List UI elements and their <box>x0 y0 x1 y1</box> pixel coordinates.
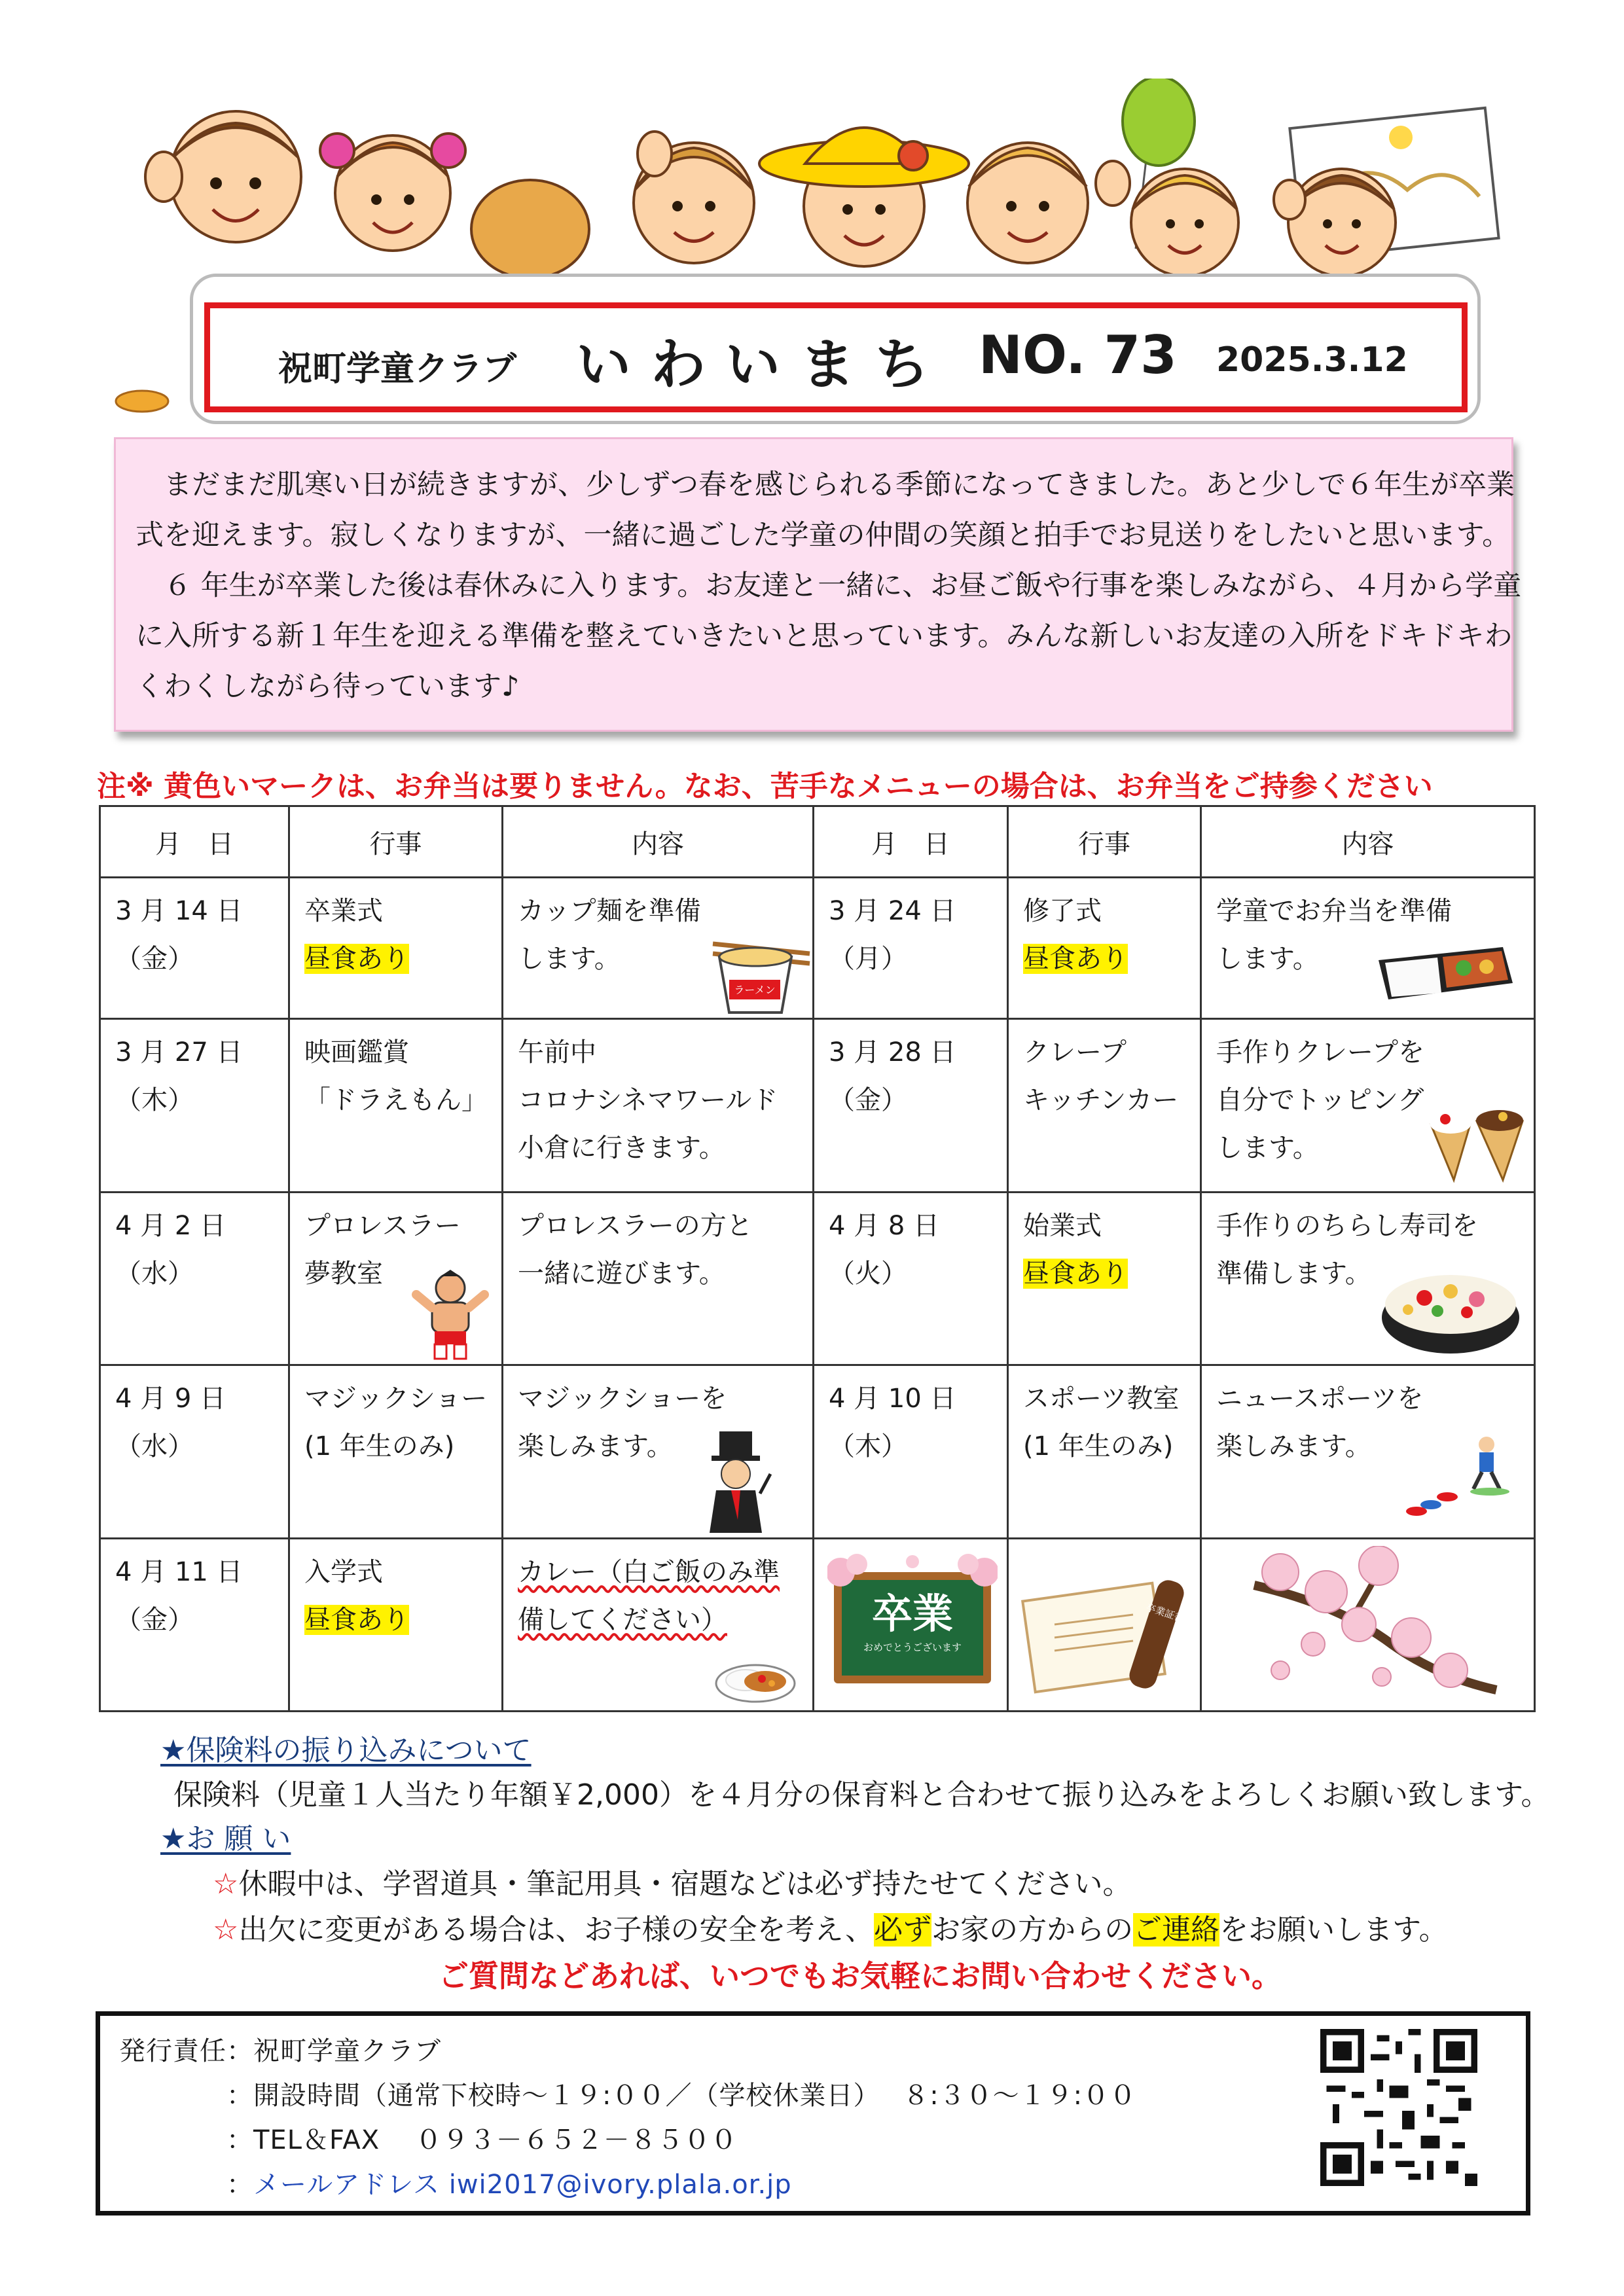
table-row <box>100 1192 1535 1365</box>
content-line: 学童でお弁当を準備 <box>1216 896 1452 927</box>
content-line: 手作りのちらし寿司を <box>1216 1210 1478 1241</box>
content-line: 一緒に遊びます。 <box>518 1258 725 1289</box>
event-detail: 夢教室 <box>304 1258 383 1289</box>
weekday: （水） <box>115 1258 194 1289</box>
content-line: マジックショーを <box>518 1384 727 1414</box>
event-cell <box>289 1192 503 1365</box>
date-cell <box>100 1019 289 1192</box>
content-line: 小倉に行きます。 <box>518 1133 725 1164</box>
requests-heading <box>160 1815 291 1857</box>
intro-line: くわくしながら待っています♪ <box>135 670 520 703</box>
content-cell <box>1201 1365 1535 1538</box>
event-detail: 「ドラえもん」 <box>304 1085 488 1116</box>
date-cell <box>100 878 289 1019</box>
weekday: （水） <box>115 1431 194 1462</box>
content-cell <box>503 878 814 1019</box>
event-detail: (1 年生のみ) <box>304 1431 455 1462</box>
request-item <box>213 1906 1448 1948</box>
content-line: 手作りクレープを <box>1216 1037 1424 1068</box>
event: 修了式 <box>1023 896 1102 927</box>
table-row <box>100 878 1535 1019</box>
header-event: 行事 <box>1008 806 1201 878</box>
content-line: 自分でトッピング <box>1216 1085 1424 1116</box>
bento-box-icon <box>1372 934 1516 1006</box>
event: 映画鑑賞 <box>304 1037 409 1068</box>
header-content: 内容 <box>503 806 814 878</box>
intro-message <box>114 437 1522 732</box>
header-date: 月 日 <box>814 806 1008 878</box>
date: 4 月 10 日 <box>829 1384 956 1414</box>
event-cell <box>1008 1019 1201 1192</box>
date: 4 月 9 日 <box>115 1384 226 1414</box>
event-cell <box>1008 1192 1201 1365</box>
event-cell <box>289 1019 503 1192</box>
content-line: します。 <box>1216 944 1319 975</box>
header-date: 月 日 <box>100 806 289 878</box>
event-cell <box>1008 878 1201 1019</box>
content-line: 楽しみます。 <box>518 1431 673 1462</box>
request-text: お家の方からの <box>931 1913 1134 1946</box>
content-cell <box>1201 1019 1535 1192</box>
email-line <box>119 2164 792 2201</box>
cherry-blossom-icon <box>1241 1546 1503 1703</box>
leaf-icon <box>113 385 171 418</box>
content-line: コロナシネマワールド <box>518 1085 778 1116</box>
phone-line: ：TEL＆FAX ０９３－６５２－８５００ <box>119 2125 738 2155</box>
weekday: （金） <box>829 1085 907 1116</box>
insurance-heading-text: ★保険料の振り込みについて <box>160 1734 532 1767</box>
event: 入学式 <box>304 1556 383 1587</box>
event: クレープ <box>1023 1037 1127 1068</box>
newsletter-name: いわいまち <box>576 332 950 397</box>
insurance-heading <box>160 1727 532 1768</box>
content-cell <box>1201 878 1535 1019</box>
date: 3 月 27 日 <box>115 1037 243 1068</box>
curry-rice-icon <box>713 1647 798 1706</box>
table-row <box>100 1019 1535 1192</box>
date: 4 月 11 日 <box>115 1556 243 1587</box>
publisher-line: 発行責任：祝町学童クラブ <box>119 2036 441 2066</box>
graduation-chalkboard-cell <box>814 1538 1008 1711</box>
intro-line: まだまだ肌寒い日が続きますが、少しずつ春を感じられる季節になってきました。あと少しで６年生が卒業 <box>135 469 1515 501</box>
wrestler-icon <box>411 1268 490 1360</box>
event: スポーツ教室 <box>1023 1384 1180 1414</box>
weekday: （金） <box>115 1604 194 1635</box>
email-address[interactable]: メールアドレス iwi2017@ivory.plala.or.jp <box>253 2170 792 2200</box>
diploma-label: 卒業証書 <box>1144 1601 1186 1624</box>
table-row <box>100 1538 1535 1711</box>
children-banner-illustration <box>137 79 1506 295</box>
date: 4 月 8 日 <box>829 1210 940 1241</box>
lunch-provided-badge: 昼食あり <box>304 1604 409 1635</box>
club-name: 祝町学童クラブ <box>278 350 517 389</box>
date: 3 月 14 日 <box>115 896 243 927</box>
hours-line: ：開設時間（通常下校時～１９:００／（学校休業日） ８:３０～１９:００ <box>119 2081 1137 2111</box>
content-line: します。 <box>1216 1133 1319 1164</box>
chirashi-sushi-icon <box>1379 1259 1523 1357</box>
date-cell <box>814 1192 1008 1365</box>
issue-number: NO. 73 <box>979 325 1177 386</box>
content-cell <box>503 1192 814 1365</box>
lunch-provided-badge: 昼食あり <box>304 944 409 975</box>
content-line: 楽しみます。 <box>1216 1431 1371 1462</box>
date: 4 月 2 日 <box>115 1210 226 1241</box>
email-prefix: ： <box>119 2170 253 2200</box>
request-text: 休暇中は、学習道具・筆記用具・宿題などは必ず持たせてください。 <box>238 1867 1132 1901</box>
event-cell <box>289 1538 503 1711</box>
qr-code-icon[interactable] <box>1320 2029 1477 2186</box>
event-cell <box>289 1365 503 1538</box>
star-icon: ☆ <box>213 1913 239 1946</box>
request-item <box>213 1860 1131 1902</box>
diploma-cell <box>1008 1538 1201 1711</box>
content-cell <box>503 1538 814 1711</box>
sports-icon <box>1398 1431 1516 1523</box>
content-line: ニュースポーツを <box>1216 1384 1424 1414</box>
chalkboard-subtext: おめでとうございます <box>863 1641 962 1653</box>
event: 卒業式 <box>304 896 383 927</box>
star-icon: ☆ <box>213 1867 239 1901</box>
magician-icon <box>700 1428 772 1536</box>
content-cell <box>503 1365 814 1538</box>
crepe-icon <box>1424 1105 1529 1183</box>
issue-date: 2025.3.12 <box>1216 340 1408 380</box>
weekday: （火） <box>829 1258 907 1289</box>
cherry-blossom-cell <box>1201 1538 1535 1711</box>
requests-heading-text: ★お 願 い <box>160 1822 291 1856</box>
request-text: をお願いします。 <box>1219 1913 1448 1946</box>
date-cell <box>814 1365 1008 1538</box>
cup-noodle-icon <box>693 918 811 1016</box>
content-line: します。 <box>518 944 621 975</box>
event-cell <box>1008 1365 1201 1538</box>
header-content: 内容 <box>1201 806 1535 878</box>
lunch-provided-badge: 昼食あり <box>1023 1258 1128 1289</box>
date-cell <box>100 1365 289 1538</box>
weekday: （木） <box>115 1085 194 1116</box>
event: プロレスラー <box>304 1210 461 1241</box>
schedule-table <box>99 805 1536 1712</box>
intro-line: ６ 年生が卒業した後は春休みに入ります。お友達と一緒に、お昼ご飯や行事を楽しみながら、４月から学童 <box>135 569 1522 602</box>
chalkboard-text: 卒業 <box>871 1589 954 1638</box>
date-cell <box>100 1538 289 1711</box>
closing-message: ご質問などあれば、いつでもお気軽にお問い合わせください。 <box>439 1958 1282 1994</box>
cup-label: ラーメン <box>734 984 776 997</box>
content-line: 備してください） <box>518 1604 727 1635</box>
date: 3 月 28 日 <box>829 1037 956 1068</box>
lunch-provided-badge: 昼食あり <box>1023 944 1128 975</box>
diploma-icon <box>1015 1566 1199 1696</box>
date: 3 月 24 日 <box>829 896 956 927</box>
content-line: プロレスラーの方と <box>518 1210 753 1241</box>
event-cell <box>289 878 503 1019</box>
content-cell <box>503 1019 814 1192</box>
weekday: （金） <box>115 944 194 975</box>
content-cell <box>1201 1192 1535 1365</box>
lunch-note: 注※ 黄色いマークは、お弁当は要りません。なお、苦手なメニューの場合は、お弁当をご持参ください <box>97 770 1433 803</box>
content-line: カレー（白ご飯のみ準 <box>518 1556 780 1587</box>
date-cell <box>100 1192 289 1365</box>
table-row <box>100 1365 1535 1538</box>
weekday: （木） <box>829 1431 907 1462</box>
intro-line: 式を迎えます。寂しくなりますが、一緒に過ごした学童の仲間の笑顔と拍手でお見送りをしたいと思います。 <box>135 519 1511 552</box>
intro-line: に入所する新１年生を迎える準備を整えていきたいと思っています。みんな新しいお友達の入所をドキドキわ <box>135 620 1513 653</box>
date-cell <box>814 878 1008 1019</box>
chalkboard-icon <box>827 1552 998 1696</box>
request-highlight: 必ず <box>874 1913 932 1946</box>
event: マジックショー <box>304 1384 488 1414</box>
request-highlight: ご連絡 <box>1133 1913 1220 1946</box>
event-detail: キッチンカー <box>1023 1085 1179 1116</box>
date-cell <box>814 1019 1008 1192</box>
insurance-text: 保険料（児童１人当たり年額￥2,000）を４月分の保育料と合わせて振り込みをよろしくお願い致します。 <box>173 1778 1550 1812</box>
content-line: 準備します。 <box>1216 1258 1371 1289</box>
content-line: 午前中 <box>518 1037 596 1068</box>
header-event: 行事 <box>289 806 503 878</box>
weekday: （月） <box>829 944 907 975</box>
content-line: カップ麺を準備 <box>518 896 701 927</box>
request-text: 出欠に変更がある場合は、お子様の安全を考え、 <box>238 1913 875 1946</box>
event-detail: (1 年生のみ) <box>1023 1431 1174 1462</box>
table-header-row <box>100 806 1535 878</box>
event: 始業式 <box>1023 1210 1102 1241</box>
